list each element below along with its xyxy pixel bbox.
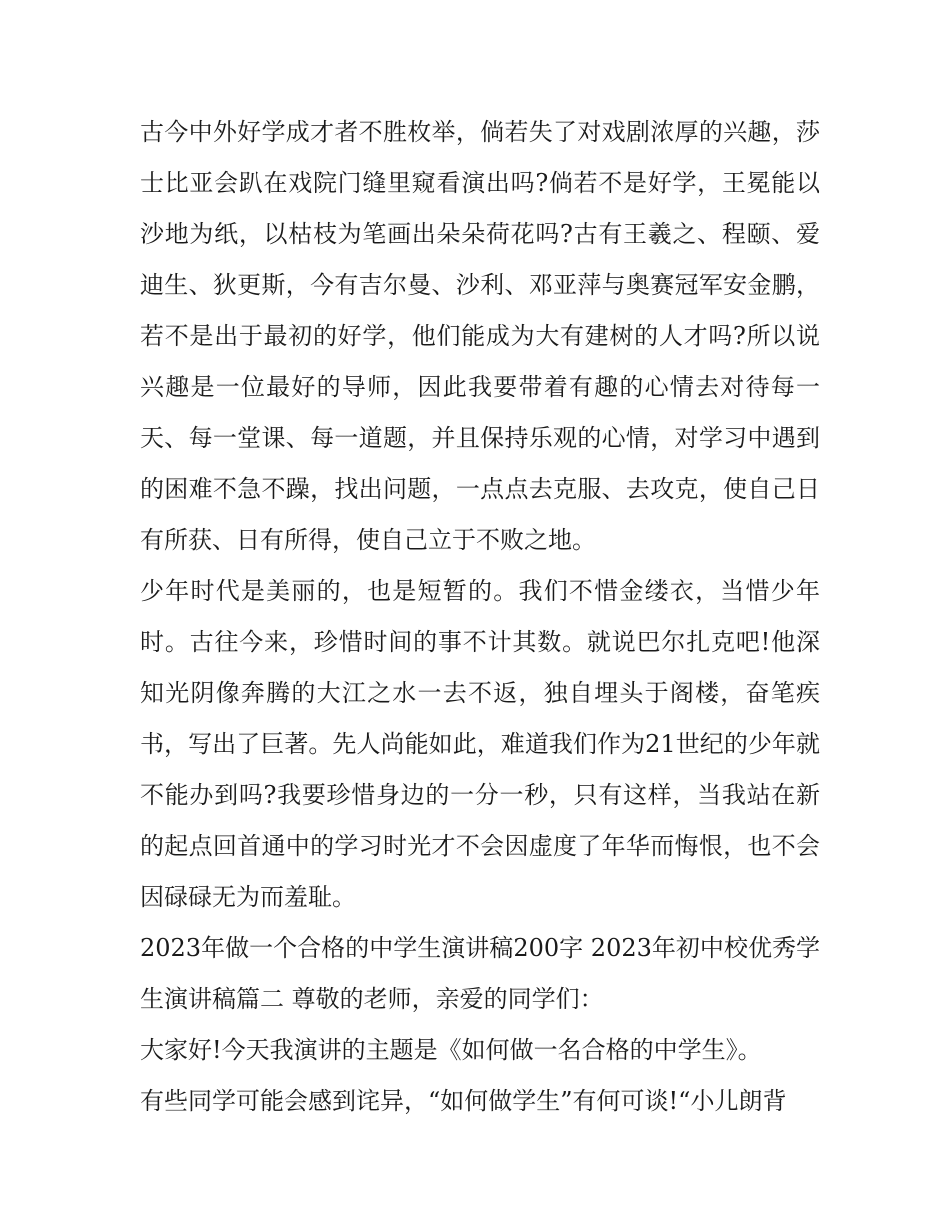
document-body: [140, 107, 820, 1127]
paragraph-4: 大家好!今天我演讲的主题是《如何做一名合格的中学生》。: [140, 1036, 762, 1064]
paragraph-2: 少年时代是美丽的，也是短暂的。我们不惜金缕衣，当惜少年时。古往今来，珍惜时间的事不计其数。就说巴尔扎克吧!他深知光阴像奔腾的大江之水一去不返，独自埋头于阁楼，奋笔疾书，写出了巨著。先人尚能如此，难道我们作为21世纪的少年就不能办到吗?我要珍惜身边的一分一秒，只有这样，当我站在新的起点回首通中的学习时光才不会因虚度了年华而悔恨，也不会因碌碌无为而羞耻。: [140, 577, 820, 911]
paragraph-5: 有些同学可能会感到诧异，“如何做学生”有何可谈!“小儿朗背: [140, 1087, 787, 1115]
paragraph-1: 古今中外好学成才者不胜枚举，倘若失了对戏剧浓厚的兴趣，莎士比亚会趴在戏院门缝里窥看演出吗?倘若不是好学，王冕能以沙地为纸，以枯枝为笔画出朵朵荷花吗?古有王羲之、程颐、爱迪生、狄更斯，今有吉尔曼、沙利、邓亚萍与奥赛冠军安金鹏，若不是出于最初的好学，他们能成为大有建树的人才吗?所以说兴趣是一位最好的导师，因此我要带着有趣的心情去对待每一天、每一堂课、每一道题，并且保持乐观的心情，对学习中遇到的困难不急不躁，找出问题，一点点去克服、去攻克，使自己日有所获、日有所得，使自己立于不败之地。: [140, 118, 820, 554]
paragraph-3: 2023年做一个合格的中学生演讲稿200字 2023年初中校优秀学生演讲稿篇二 尊敬的老师，亲爱的同学们：: [140, 934, 820, 1013]
